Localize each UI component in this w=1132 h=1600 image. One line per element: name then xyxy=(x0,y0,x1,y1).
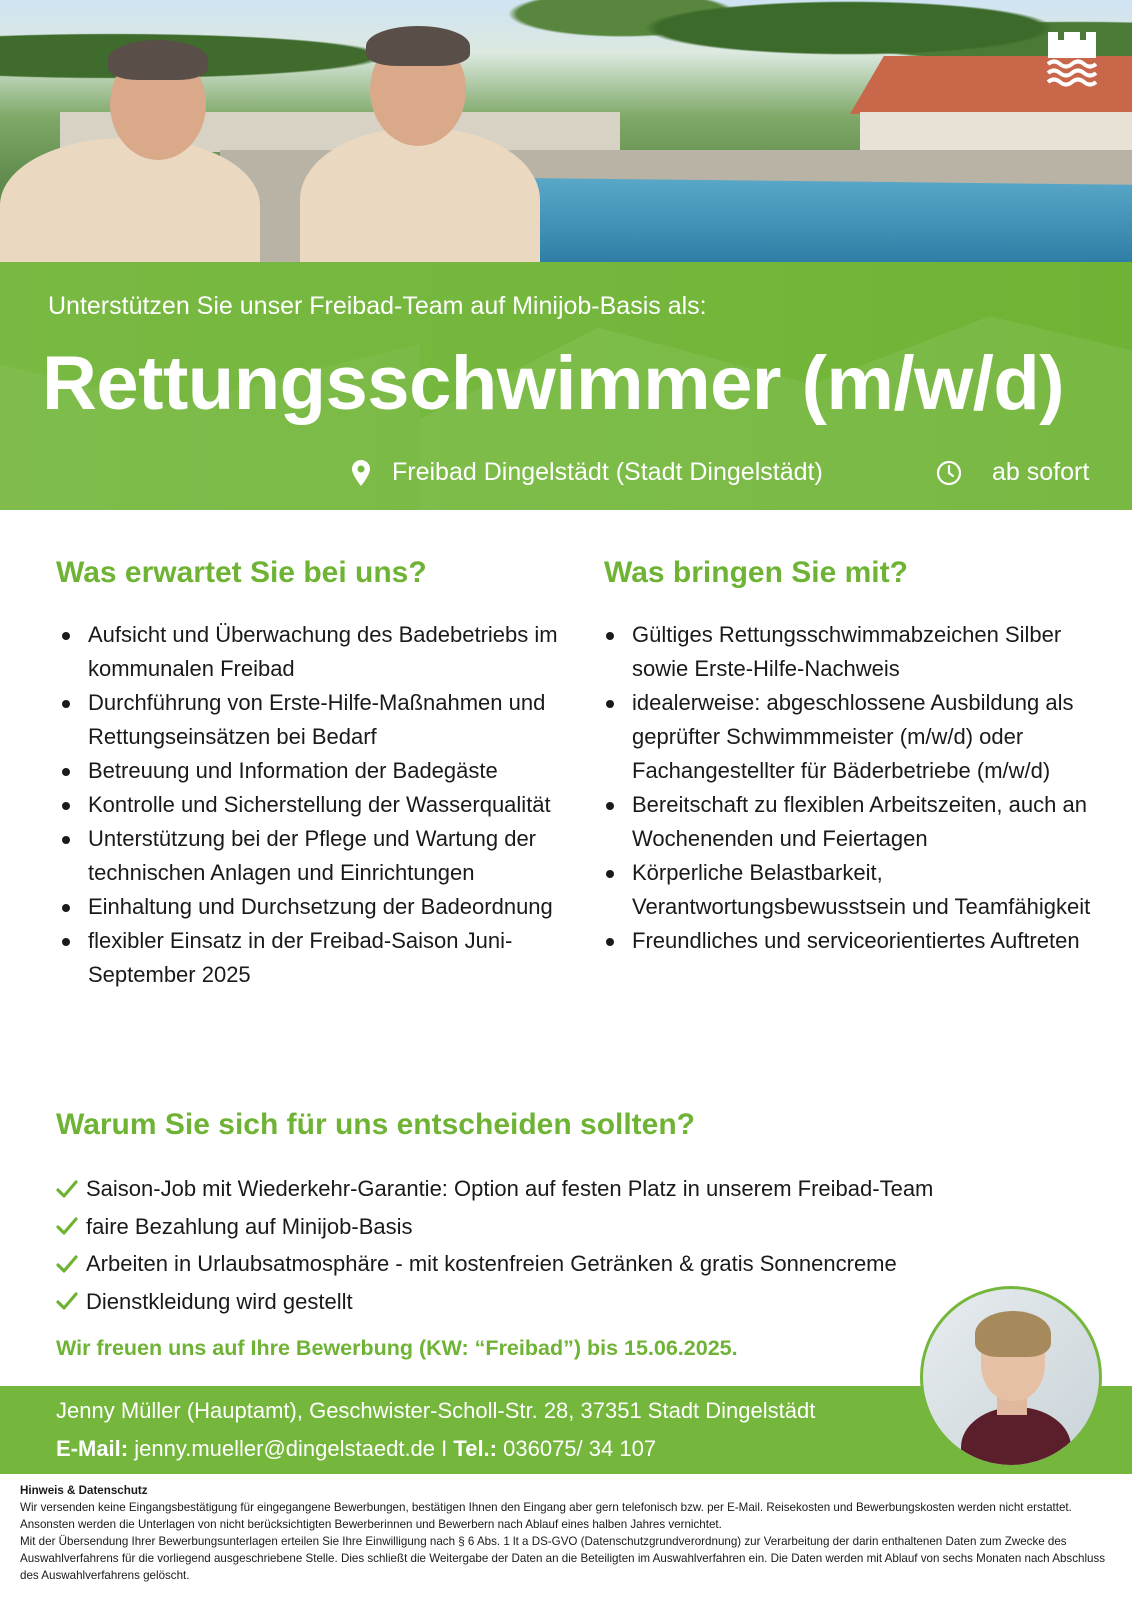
list-item: Unterstützung bei der Pflege und Wartung der technischen Anlagen und Einrichtungen xyxy=(56,822,586,890)
checkmark-icon xyxy=(56,1178,78,1200)
location-text: Freibad Dingelstädt (Stadt Dingelstädt) xyxy=(392,458,823,486)
benefit-text: Dienstkleidung wird gestellt xyxy=(86,1288,353,1314)
checkmark-icon xyxy=(56,1290,78,1312)
checkmark-icon xyxy=(56,1253,78,1275)
privacy-paragraph: Wir versenden keine Eingangsbestätigung für eingegangene Bewerbungen, bestätigen Ihnen den Eingang aber gern telefonisch bzw. per E-Mail. Reisekosten und Bewerbungskosten werden nicht erstattet. Ansonsten werden die Unterlagen von nicht berücksichtigten Bewerberinnen und Bewerbern nach Ablauf eines halben Jahres vernichtet. xyxy=(20,1501,1072,1531)
list-item: Gültiges Rettungsschwimmabzeichen Silber sowie Erste-Hilfe-Nachweis xyxy=(600,618,1106,686)
list-item xyxy=(56,1170,933,1208)
contact-avatar xyxy=(920,1286,1102,1468)
contact-details xyxy=(56,1436,656,1462)
email-label: E-Mail: xyxy=(56,1436,129,1461)
list-item xyxy=(56,1245,933,1283)
list-item: Aufsicht und Überwachung des Badebetriebs im kommunalen Freibad xyxy=(56,618,586,686)
privacy-notice xyxy=(20,1482,1112,1584)
list-item: Körperliche Belastbarkeit, Verantwortungsbewusstsein und Teamfähigkeit xyxy=(600,856,1106,924)
benefit-text: Arbeiten in Urlaubsatmosphäre - mit kostenfreien Getränken & gratis Sonnencreme xyxy=(86,1251,897,1276)
tel-label: Tel.: xyxy=(453,1436,497,1461)
location xyxy=(352,458,823,487)
list-item: Bereitschaft zu flexiblen Arbeitszeiten, auch an Wochenenden und Feiertagen xyxy=(600,788,1106,856)
city-crest-icon xyxy=(1046,32,1098,88)
intro-text: Unterstützen Sie unser Freibad-Team auf Minijob-Basis als: xyxy=(48,292,707,320)
requirements-list xyxy=(600,618,1106,958)
privacy-title: Hinweis & Datenschutz xyxy=(20,1484,148,1497)
list-item xyxy=(56,1283,933,1321)
hero-photo xyxy=(0,0,1132,262)
left-heading: Was erwartet Sie bei uns? xyxy=(56,556,427,589)
list-item: flexibler Einsatz in der Freibad-Saison Juni-September 2025 xyxy=(56,924,586,992)
list-item xyxy=(56,1208,933,1246)
list-item: idealerweise: abgeschlossene Ausbildung als geprüfter Schwimmmeister (m/w/d) oder Fachangestellter für Bäderbetriebe (m/w/d) xyxy=(600,686,1106,788)
job-title: Rettungsschwimmer (m/w/d) xyxy=(42,341,1065,426)
privacy-paragraph: Mit der Übersendung Ihrer Bewerbungsunterlagen erteilen Sie Ihre Einwilligung nach § 6 Abs. 1 lt a DS-GVO (Datenschutzgrundverordnung) zur Verarbeitung der darin enthaltenen Daten zum Zwecke des Auswahlverfahrens für die vorliegend ausgeschriebene Stelle. Dies schließt die Weitergabe der Daten an die Beteiligten im Auswahlverfahren ein. Die Daten werden mit Ablauf von sechs Monaten nach Abschluss des Auswahlverfahrens gelöscht. xyxy=(20,1535,1106,1582)
list-item: Durchführung von Erste-Hilfe-Maßnahmen und Rettungseinsätzen bei Bedarf xyxy=(56,686,586,754)
benefit-text: Saison-Job mit Wiederkehr-Garantie: Option auf festen Platz in unserem Freibad-Team xyxy=(86,1176,934,1201)
location-pin-icon xyxy=(352,460,370,486)
checkmark-icon xyxy=(56,1215,78,1237)
benefits-list xyxy=(56,1170,933,1320)
separator: I xyxy=(441,1436,448,1461)
phone-number[interactable]: 036075/ 34 107 xyxy=(503,1436,657,1461)
list-item: Einhaltung und Durchsetzung der Badeordnung xyxy=(56,890,586,924)
tasks-list xyxy=(56,618,586,992)
clock-icon xyxy=(936,460,962,486)
list-item: Betreuung und Information der Badegäste xyxy=(56,754,586,788)
list-item: Freundliches und serviceorientiertes Auftreten xyxy=(600,924,1106,958)
start-date xyxy=(936,458,1089,487)
contact-address: Jenny Müller (Hauptamt), Geschwister-Scholl-Str. 28, 37351 Stadt Dingelstädt xyxy=(56,1398,816,1423)
list-item: Kontrolle und Sicherstellung der Wasserqualität xyxy=(56,788,586,822)
start-text: ab sofort xyxy=(992,458,1090,486)
right-heading: Was bringen Sie mit? xyxy=(604,556,908,589)
application-call: Wir freuen uns auf Ihre Bewerbung (KW: “Freibad”) bis 15.06.2025. xyxy=(56,1336,738,1360)
why-heading: Warum Sie sich für uns entscheiden sollten? xyxy=(56,1108,696,1141)
email-link[interactable]: jenny.mueller@dingelstaedt.de xyxy=(134,1436,436,1461)
benefit-text: faire Bezahlung auf Minijob-Basis xyxy=(86,1213,413,1239)
